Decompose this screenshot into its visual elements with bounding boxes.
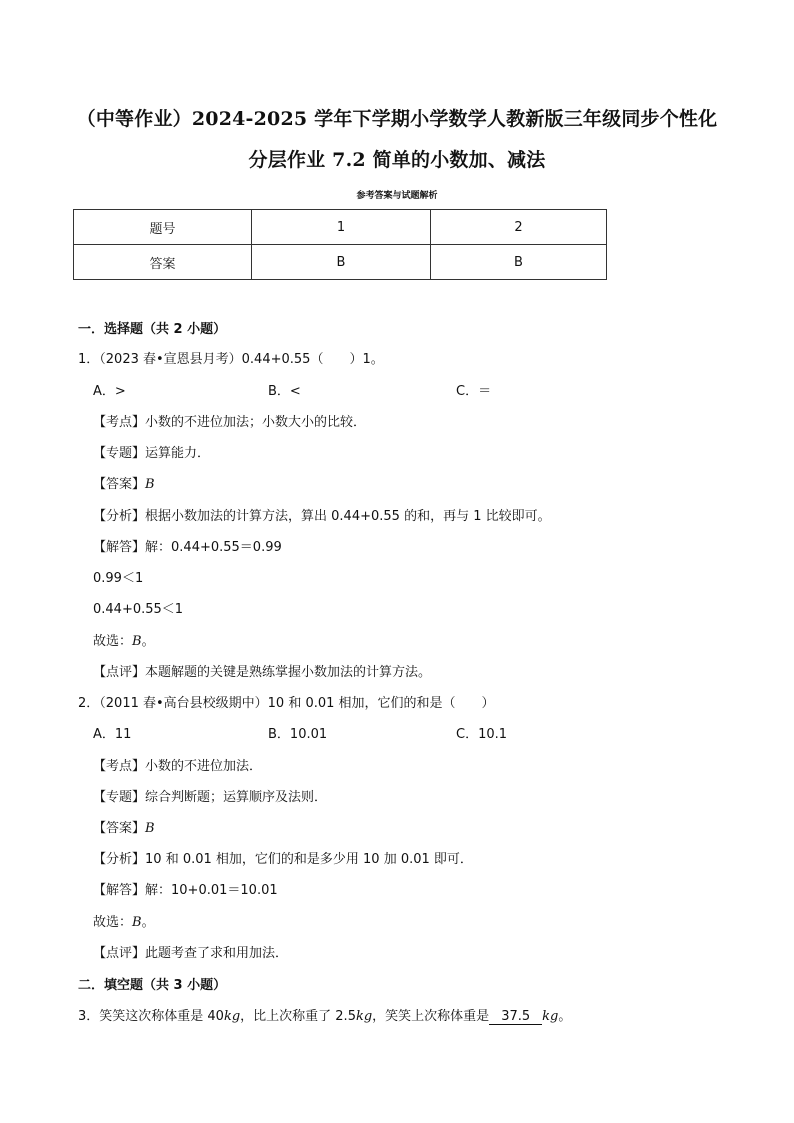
q2-jieda — [93, 879, 278, 898]
text: 本题解题的关键是熟练掌握小数加法的计算方法。 — [145, 665, 432, 680]
table-cell: 题号 — [74, 210, 252, 245]
page-title-line2: 分层作业 7.2 简单的小数加、减法 — [248, 149, 546, 171]
unit: kg — [542, 1009, 559, 1024]
tag-label: 【考点】 — [93, 415, 146, 430]
answer-table — [73, 209, 607, 280]
tag-label: 【专题】 — [93, 446, 146, 461]
q2-daan — [93, 817, 155, 836]
table-row — [74, 210, 607, 245]
section-heading-fill: 二．填空题（共 3 小题） — [78, 978, 227, 993]
q2-kaodian — [93, 755, 262, 774]
text: 综合判断题；运算顺序及法则． — [145, 790, 328, 805]
unit: kg — [355, 1009, 373, 1024]
q1-step2: 0.44+0.55＜1 — [93, 602, 184, 617]
text: 小数的不进位加法；小数大小的比较． — [145, 415, 367, 430]
answer-value: B — [132, 634, 142, 649]
text: 此题考查了求和用加法． — [145, 946, 289, 961]
q2-dianping — [93, 942, 288, 961]
text: 根据小数加法的计算方法，算出 0.44+0.55 的和，再与 1 比较即可。 — [145, 509, 551, 524]
text: ，笑笑上次称体重是 — [372, 1009, 490, 1024]
q1-option-c: C．＝ — [456, 384, 492, 399]
tag-label: 【答案】 — [93, 821, 146, 836]
tag-label: 【点评】 — [93, 665, 146, 680]
question-1-stem: 1．（2023 春•宣恩县月考）0.44+0.55（ ）1。 — [78, 352, 384, 367]
table-cell: 2 — [431, 210, 607, 245]
q1-zhuanti — [93, 442, 210, 461]
tag-label: 【答案】 — [93, 477, 146, 492]
text: 故选： — [93, 634, 133, 649]
table-cell: B — [252, 245, 431, 280]
answer-value: B — [132, 915, 142, 930]
answer-value: B — [145, 477, 155, 492]
answer-blank: 37.5 — [489, 1009, 542, 1025]
q2-zhuanti — [93, 786, 327, 805]
unit: kg — [223, 1009, 241, 1024]
text: 。 — [141, 915, 155, 930]
q1-daan — [93, 473, 155, 492]
q1-step1: 0.99＜1 — [93, 571, 144, 586]
question-2-stem: 2．（2011 春•高台县校级期中）10 和 0.01 相加，它们的和是（ ） — [78, 696, 495, 711]
text: 。 — [141, 634, 155, 649]
text: 解：10+0.01＝10.01 — [145, 883, 278, 898]
q2-fenxi — [93, 848, 473, 867]
tag-label: 【分析】 — [93, 852, 146, 867]
text: 10 和 0.01 相加，它们的和是多少用 10 加 0.01 即可． — [145, 852, 473, 867]
table-cell: B — [431, 245, 607, 280]
q2-option-a: A．11 — [93, 727, 132, 742]
q1-jieda — [93, 536, 282, 555]
text: 3．笑笑这次称体重是 40 — [78, 1009, 224, 1024]
q1-option-b: B．< — [268, 384, 301, 399]
q1-choose — [93, 630, 155, 649]
text: ，比上次称重了 2.5 — [240, 1009, 356, 1024]
text: 解：0.44+0.55＝0.99 — [145, 540, 282, 555]
tag-label: 【专题】 — [93, 790, 146, 805]
question-3-stem — [78, 1005, 571, 1025]
text: 运算能力． — [145, 446, 211, 461]
q2-option-b: B．10.01 — [268, 727, 328, 742]
table-row — [74, 245, 607, 280]
q2-choose — [93, 911, 155, 930]
answer-value: B — [145, 821, 155, 836]
table-cell: 1 — [252, 210, 431, 245]
tag-label: 【解答】 — [93, 883, 146, 898]
text: 小数的不进位加法． — [145, 759, 263, 774]
q1-kaodian — [93, 411, 366, 430]
page-title-line1: （中等作业）2024-2025 学年下学期小学数学人教新版三年级同步个性化 — [76, 108, 718, 130]
page-subtitle: 参考答案与试题解析 — [356, 191, 438, 201]
q1-option-a: A．> — [93, 384, 126, 399]
q1-fenxi — [93, 505, 551, 524]
text: 。 — [558, 1009, 572, 1024]
tag-label: 【分析】 — [93, 509, 146, 524]
q2-option-c: C．10.1 — [456, 727, 508, 742]
tag-label: 【考点】 — [93, 759, 146, 774]
table-cell: 答案 — [74, 245, 252, 280]
tag-label: 【解答】 — [93, 540, 146, 555]
tag-label: 【点评】 — [93, 946, 146, 961]
section-heading-choice: 一．选择题（共 2 小题） — [78, 322, 227, 337]
q1-dianping — [93, 661, 431, 680]
text: 故选： — [93, 915, 133, 930]
